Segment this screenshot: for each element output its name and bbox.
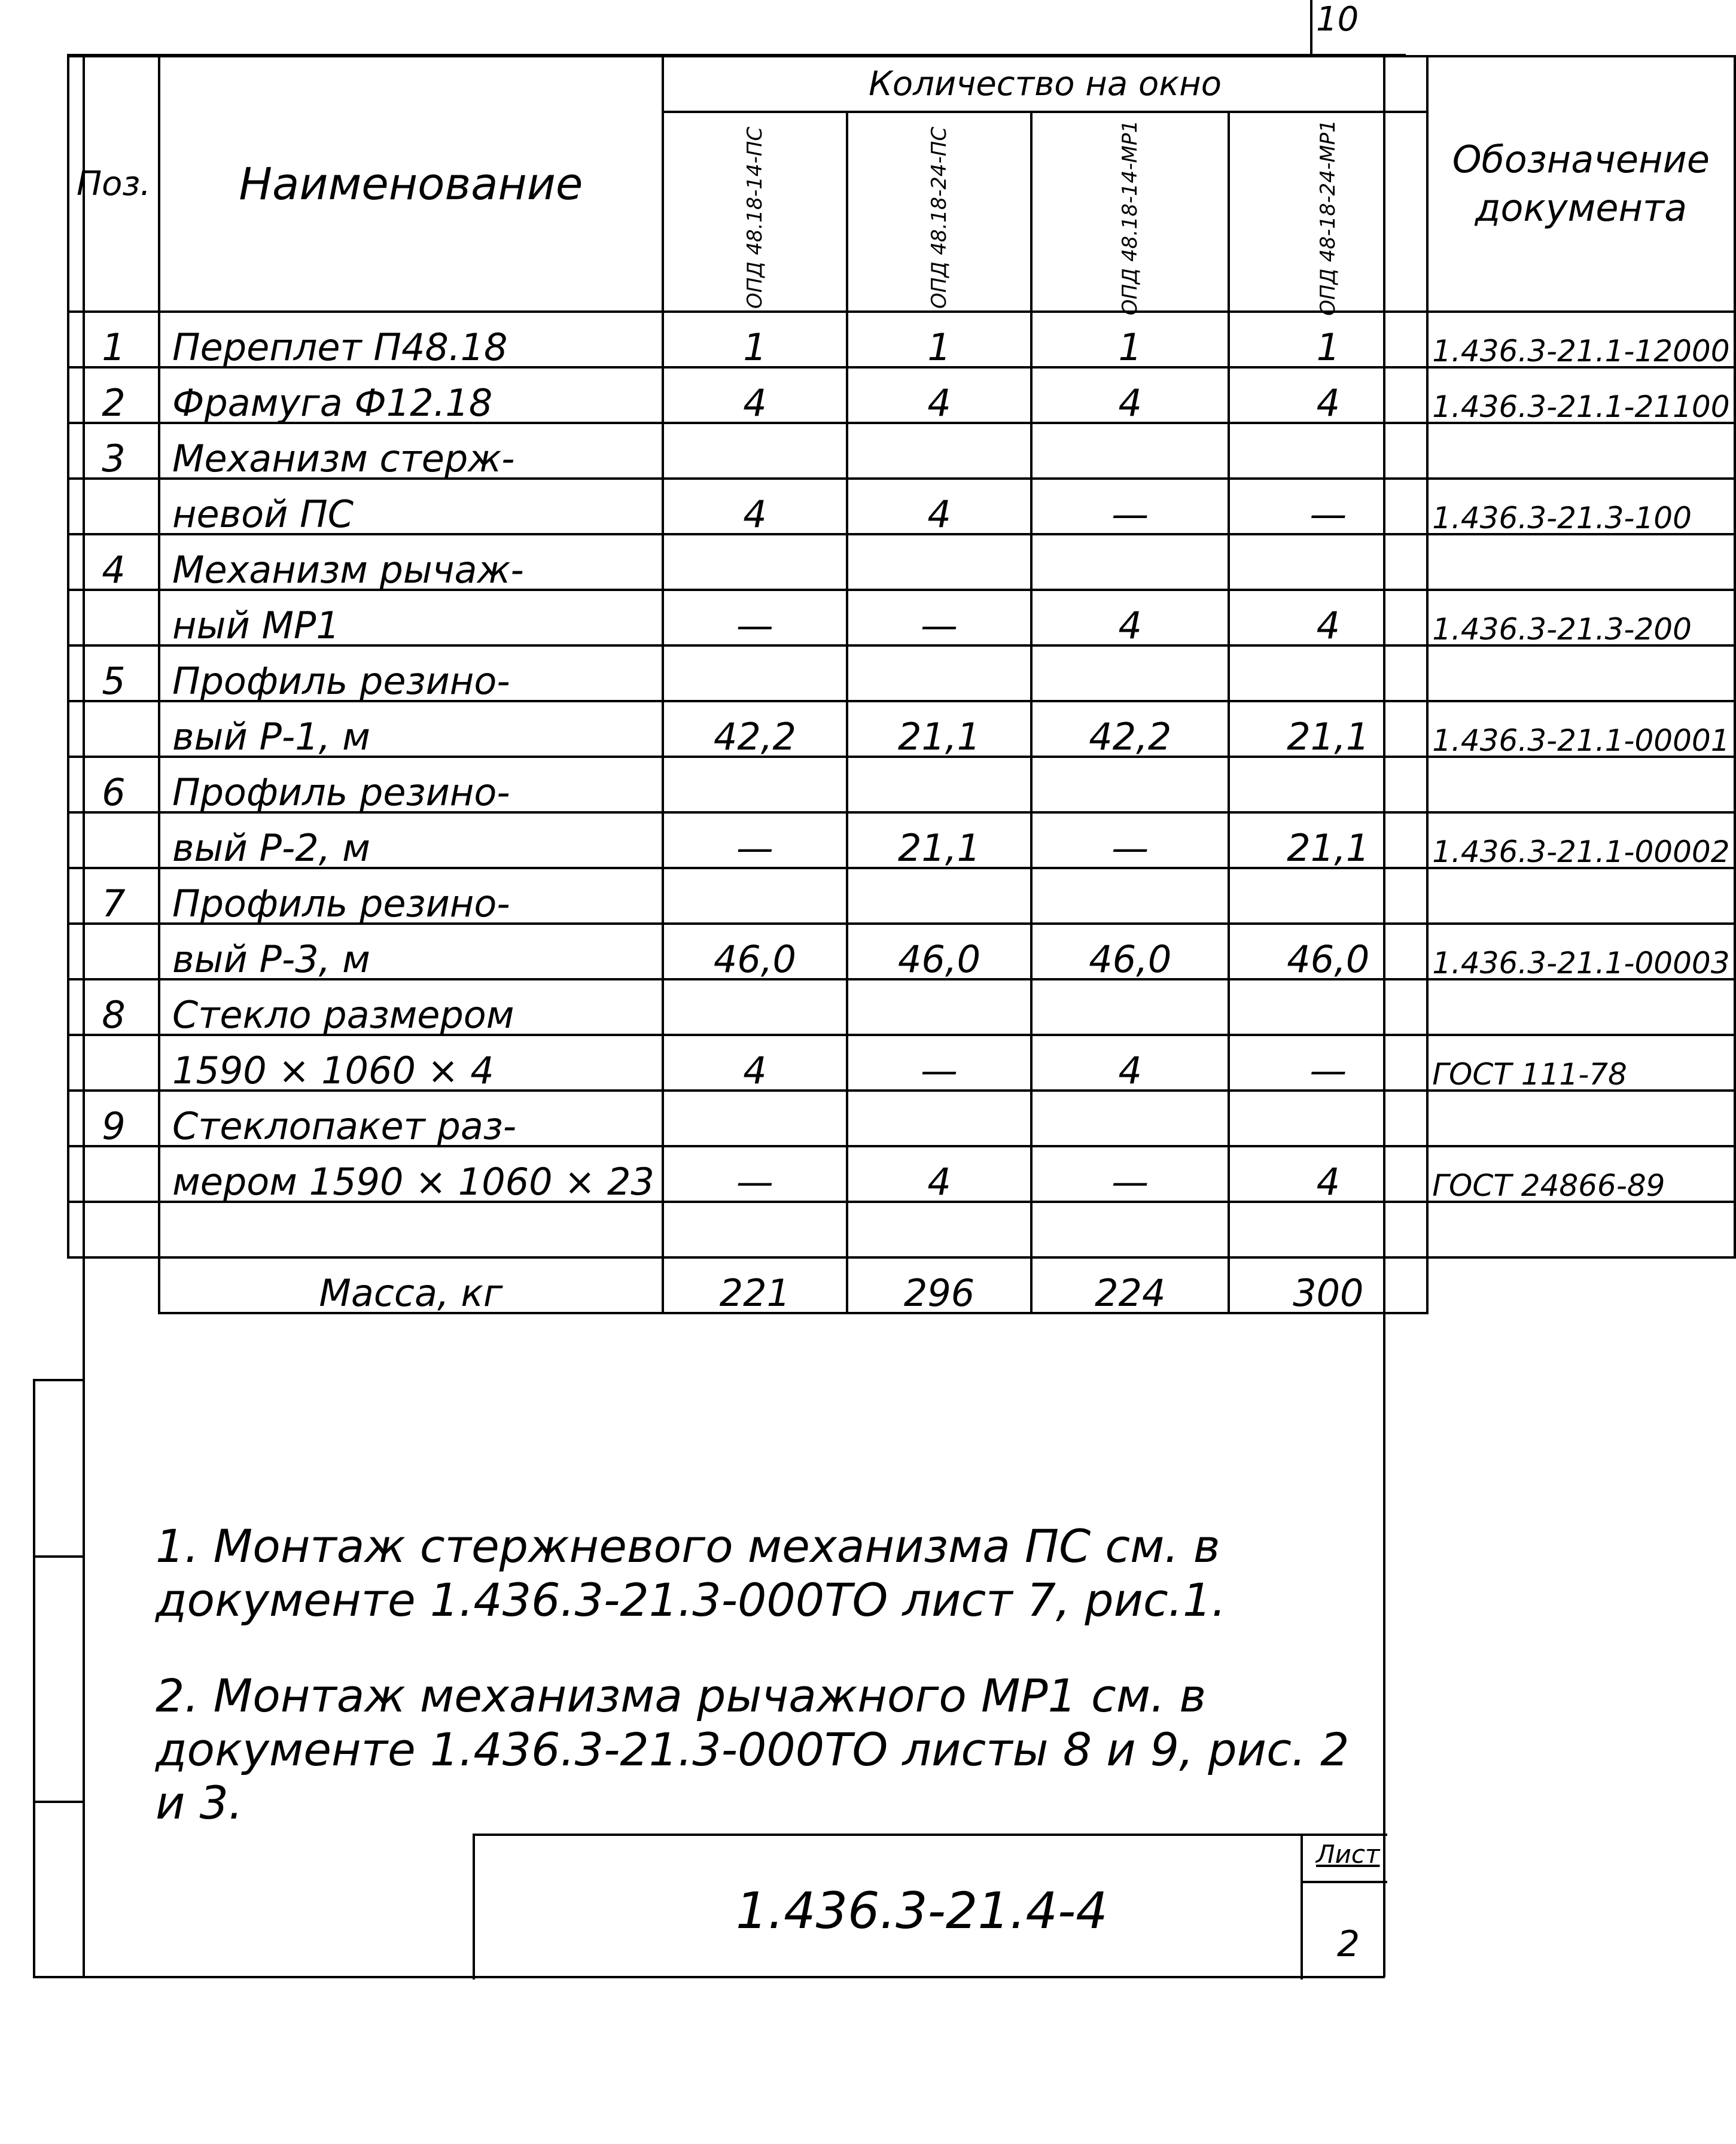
name-cell: вый Р-1, м (159, 701, 663, 757)
qty-cell (663, 1202, 847, 1257)
qty-cell (847, 534, 1031, 590)
qty-cell: 1 (1229, 312, 1427, 367)
mass-value: 296 (847, 1257, 1031, 1313)
qty-cell: — (847, 1035, 1031, 1091)
table-row (68, 423, 1735, 479)
doc-cell (1427, 534, 1734, 590)
qty-cell: 46,0 (1031, 924, 1229, 979)
title-block-divider (1301, 1836, 1303, 1979)
table-row (68, 312, 1735, 367)
qty-cell (1031, 423, 1229, 479)
table-row (68, 924, 1735, 979)
qty-cell: — (663, 1146, 847, 1202)
doc-cell: 1.436.3-21.1-12000 (1427, 312, 1734, 367)
mass-value: 221 (663, 1257, 847, 1313)
qty-cell (847, 645, 1031, 701)
qty-cell (1229, 979, 1427, 1035)
name-cell (159, 1202, 663, 1257)
mass-label: Масса, кг (159, 1257, 663, 1313)
document-code: 1.436.3-21.4-4 (736, 1881, 1108, 1940)
qty-cell (1229, 1091, 1427, 1146)
qty-cell: — (1031, 479, 1229, 534)
table-row (68, 1146, 1735, 1202)
pos-cell: 4 (68, 534, 159, 590)
qty-cell: 4 (663, 479, 847, 534)
mass-row (68, 1257, 1735, 1313)
header-variant-1: ОПД 48.18-14-ПС (663, 112, 847, 312)
mass-blank-cell (68, 1257, 159, 1313)
doc-cell (1427, 1202, 1734, 1257)
qty-cell (847, 979, 1031, 1035)
table-row (68, 534, 1735, 590)
name-cell: вый Р-2, м (159, 812, 663, 868)
pos-cell (68, 590, 159, 645)
qty-cell: 21,1 (1229, 812, 1427, 868)
name-cell: Профиль резино- (159, 868, 663, 924)
table-row (68, 701, 1735, 757)
name-cell: Переплет П48.18 (159, 312, 663, 367)
qty-cell: 4 (1229, 590, 1427, 645)
qty-cell: 46,0 (1229, 924, 1427, 979)
pos-cell: 3 (68, 423, 159, 479)
qty-cell (1229, 868, 1427, 924)
pos-cell (68, 1035, 159, 1091)
pos-cell: 1 (68, 312, 159, 367)
doc-cell: 1.436.3-21.3-200 (1427, 590, 1734, 645)
qty-cell (1031, 868, 1229, 924)
note-2: 2. Монтаж механизма рычажного МР1 см. в документе 1.436.3-21.3-000ТО листы 8 и 9, рис. 2 и 3. (156, 1669, 1350, 1830)
name-cell: невой ПС (159, 479, 663, 534)
header-variant-2: ОПД 48.18-24-ПС (847, 112, 1031, 312)
binding-tick-3 (33, 1801, 84, 1803)
qty-cell: — (1229, 479, 1427, 534)
doc-cell (1427, 1091, 1734, 1146)
specification-table (67, 55, 1736, 1314)
table-row (68, 645, 1735, 701)
qty-cell: 4 (847, 1146, 1031, 1202)
name-cell: вый Р-3, м (159, 924, 663, 979)
table-row (68, 1202, 1735, 1257)
qty-cell (1229, 1202, 1427, 1257)
doc-cell: ГОСТ 111-78 (1427, 1035, 1734, 1091)
qty-cell (1229, 423, 1427, 479)
qty-cell (1031, 1202, 1229, 1257)
table-row (68, 757, 1735, 812)
doc-cell: 1.436.3-21.1-00003 (1427, 924, 1734, 979)
doc-cell (1427, 423, 1734, 479)
qty-cell: 21,1 (847, 701, 1031, 757)
doc-cell: 1.436.3-21.3-100 (1427, 479, 1734, 534)
qty-cell: 4 (847, 367, 1031, 423)
table-row (68, 979, 1735, 1035)
title-block-sheet-divider (1301, 1881, 1387, 1883)
pos-cell: 5 (68, 645, 159, 701)
qty-cell (847, 757, 1031, 812)
doc-cell (1427, 645, 1734, 701)
table-row (68, 590, 1735, 645)
qty-cell: 21,1 (1229, 701, 1427, 757)
qty-cell (847, 868, 1031, 924)
qty-cell: 1 (663, 312, 847, 367)
doc-cell: 1.436.3-21.1-21100 (1427, 367, 1734, 423)
qty-cell (847, 423, 1031, 479)
qty-cell (1031, 757, 1229, 812)
qty-cell (1229, 757, 1427, 812)
name-cell: ный МР1 (159, 590, 663, 645)
qty-cell: 1 (1031, 312, 1229, 367)
qty-cell (663, 534, 847, 590)
name-cell: Профиль резино- (159, 645, 663, 701)
mass-doc-blank (1427, 1257, 1734, 1313)
qty-cell: 46,0 (663, 924, 847, 979)
qty-cell: 4 (1031, 590, 1229, 645)
qty-cell (1031, 645, 1229, 701)
qty-cell (663, 757, 847, 812)
name-cell: Стекло размером (159, 979, 663, 1035)
header-variant-4: ОПД 48-18-24-МР1 (1229, 112, 1427, 312)
pos-cell: 7 (68, 868, 159, 924)
corner-mark-line (1310, 0, 1312, 54)
name-cell: мером 1590 × 1060 × 23 (159, 1146, 663, 1202)
qty-cell (1229, 534, 1427, 590)
qty-cell (1229, 645, 1427, 701)
table-body (68, 312, 1735, 1313)
qty-cell: 4 (1229, 1146, 1427, 1202)
pos-cell (68, 924, 159, 979)
doc-cell: 1.436.3-21.1-00002 (1427, 812, 1734, 868)
mass-value: 300 (1229, 1257, 1427, 1313)
qty-cell: 4 (847, 479, 1031, 534)
pos-cell (68, 701, 159, 757)
qty-cell (663, 868, 847, 924)
pos-cell: 2 (68, 367, 159, 423)
name-cell: Механизм рычаж- (159, 534, 663, 590)
pos-cell (68, 479, 159, 534)
binding-strip-line (33, 1379, 35, 1977)
table-row (68, 367, 1735, 423)
doc-cell: ГОСТ 24866-89 (1427, 1146, 1734, 1202)
qty-cell (847, 1202, 1031, 1257)
qty-cell: — (1031, 1146, 1229, 1202)
qty-cell: 4 (1031, 367, 1229, 423)
binding-tick-2 (33, 1555, 84, 1558)
doc-cell: 1.436.3-21.1-00001 (1427, 701, 1734, 757)
name-cell: Профиль резино- (159, 757, 663, 812)
qty-cell: 4 (663, 1035, 847, 1091)
note-1: 1. Монтаж стержневого механизма ПС см. в документе 1.436.3-21.3-000ТО лист 7, рис.1. (156, 1519, 1226, 1627)
header-doc: Обозначение документа (1427, 56, 1734, 312)
name-cell: Стеклопакет раз- (159, 1091, 663, 1146)
qty-cell: 4 (1229, 367, 1427, 423)
name-cell: 1590 × 1060 × 4 (159, 1035, 663, 1091)
pos-cell: 9 (68, 1091, 159, 1146)
qty-cell: 1 (847, 312, 1031, 367)
table-row (68, 812, 1735, 868)
pos-cell: 6 (68, 757, 159, 812)
qty-cell (663, 423, 847, 479)
qty-cell: — (663, 812, 847, 868)
qty-cell: 21,1 (847, 812, 1031, 868)
table-row (68, 479, 1735, 534)
qty-cell: — (1229, 1035, 1427, 1091)
table-header-row-1 (68, 56, 1735, 112)
table-row (68, 1091, 1735, 1146)
qty-cell: 4 (663, 367, 847, 423)
qty-cell (1031, 1091, 1229, 1146)
pos-cell: 8 (68, 979, 159, 1035)
qty-cell (663, 1091, 847, 1146)
name-cell: Фрамуга Ф12.18 (159, 367, 663, 423)
mass-value: 224 (1031, 1257, 1229, 1313)
sheet-label: Лист (1316, 1840, 1380, 1869)
qty-cell (663, 645, 847, 701)
pos-cell (68, 1146, 159, 1202)
name-cell: Механизм стерж- (159, 423, 663, 479)
qty-cell (847, 1091, 1031, 1146)
qty-cell: — (1031, 812, 1229, 868)
corner-page-number: 10 (1316, 0, 1359, 39)
qty-cell (663, 979, 847, 1035)
qty-cell (1031, 534, 1229, 590)
qty-cell: — (847, 590, 1031, 645)
pos-cell (68, 1202, 159, 1257)
qty-cell: 4 (1031, 1035, 1229, 1091)
pos-cell (68, 812, 159, 868)
qty-cell: 42,2 (1031, 701, 1229, 757)
doc-cell (1427, 757, 1734, 812)
table-row (68, 1035, 1735, 1091)
header-name: Наименование (159, 56, 663, 312)
qty-cell: — (663, 590, 847, 645)
qty-cell: 46,0 (847, 924, 1031, 979)
table-row (68, 868, 1735, 924)
header-pos: Поз. (68, 56, 159, 312)
header-qty-group: Количество на окно (663, 56, 1427, 112)
doc-cell (1427, 979, 1734, 1035)
header-variant-3: ОПД 48.18-14-МР1 (1031, 112, 1229, 312)
doc-cell (1427, 868, 1734, 924)
sheet-number: 2 (1337, 1923, 1360, 1965)
qty-cell: 42,2 (663, 701, 847, 757)
binding-tick-1 (33, 1379, 84, 1381)
qty-cell (1031, 979, 1229, 1035)
